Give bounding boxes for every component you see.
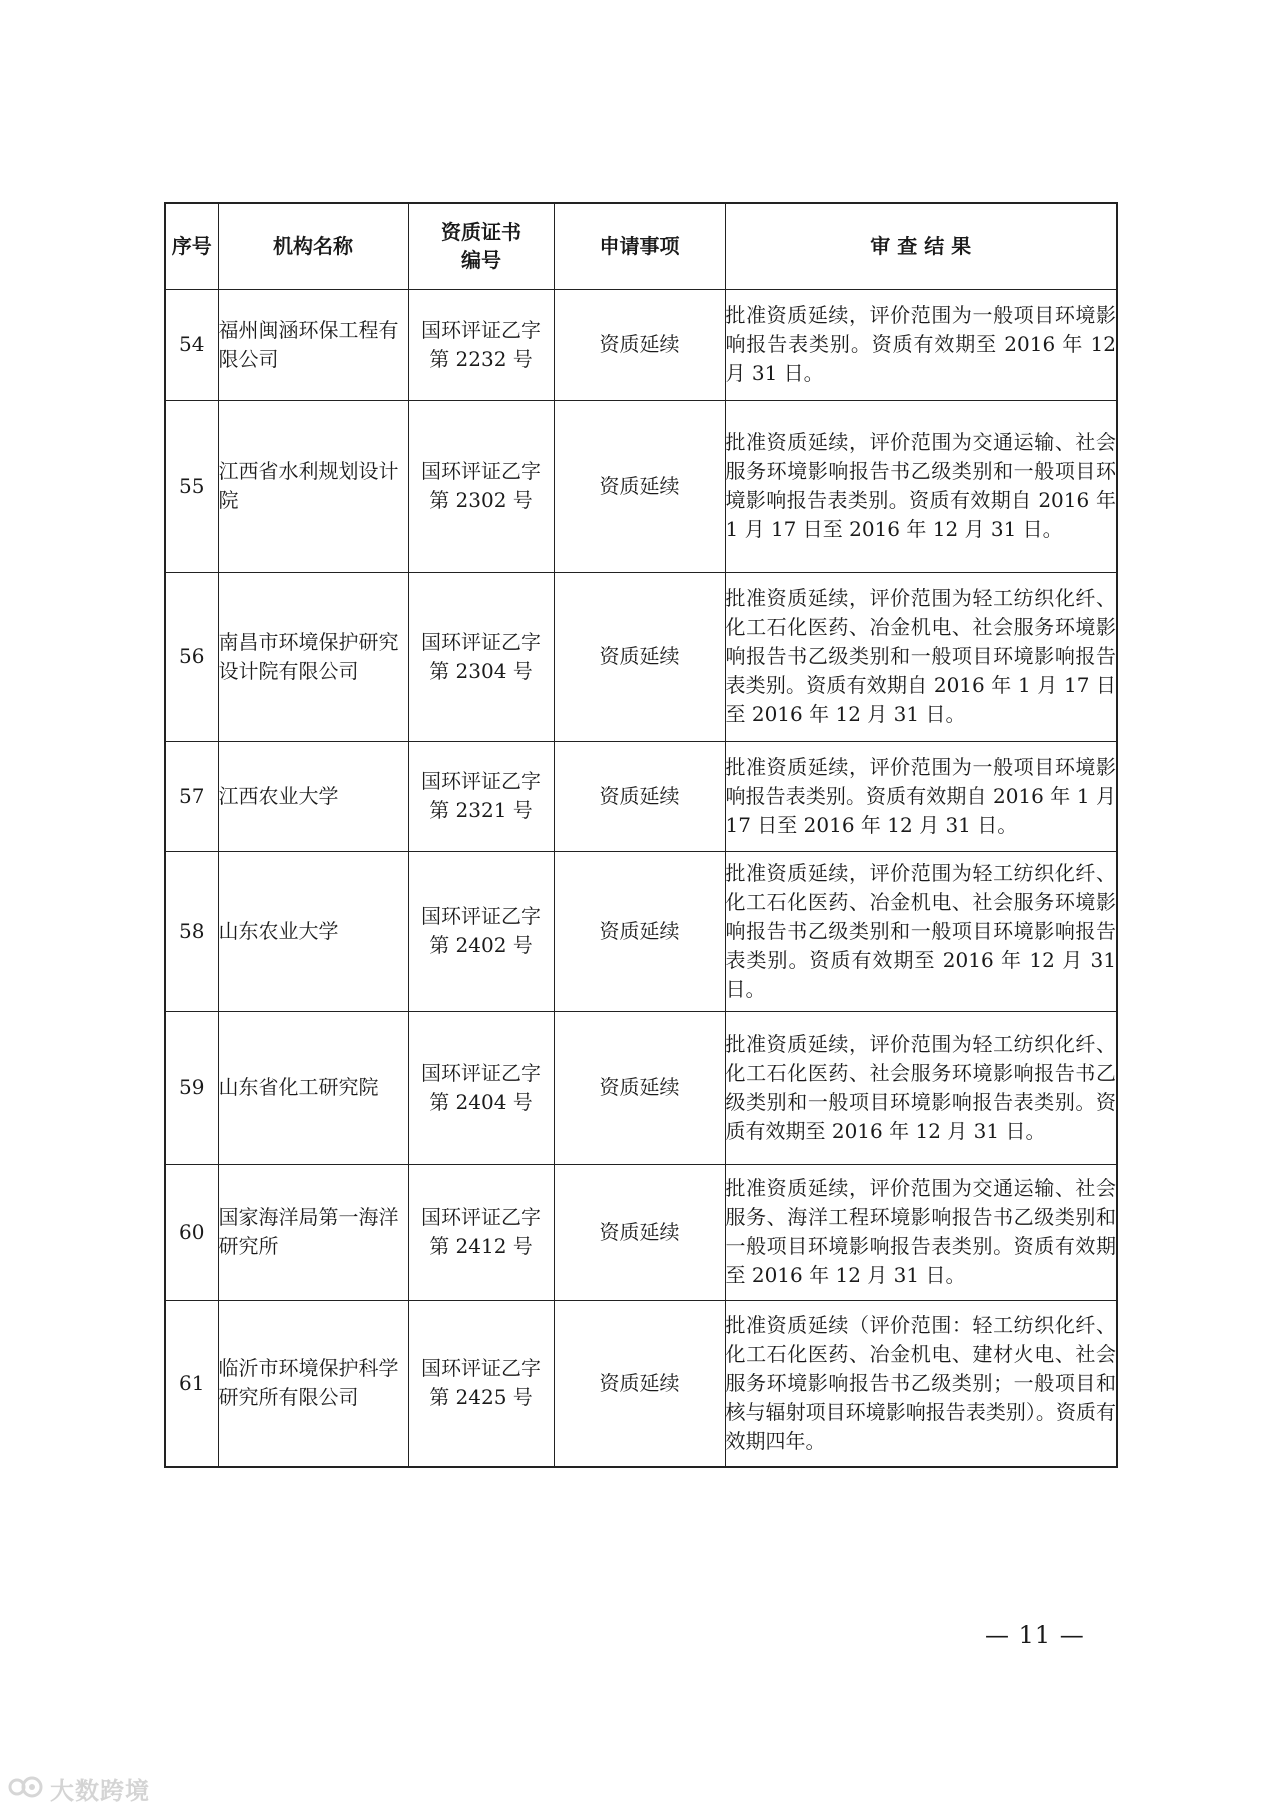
row-result: 批准资质延续，评价范围为轻工纺织化纤、化工石化医药、冶金机电、社会服务环境影响报告书乙级类别和一般项目环境影响报告表类别。资质有效期至 2016 年 12 月 31 日。 (725, 851, 1117, 1011)
row-index: 54 (165, 289, 218, 400)
row-item: 资质延续 (554, 1011, 725, 1164)
row-name: 江西农业大学 (218, 741, 408, 851)
table-row (165, 572, 1117, 741)
row-item: 资质延续 (554, 851, 725, 1011)
table-row (165, 1164, 1117, 1300)
row-cert-line2: 第 2404 号 (429, 1089, 533, 1114)
row-item: 资质延续 (554, 741, 725, 851)
table-row (165, 1011, 1117, 1164)
row-result: 批准资质延续，评价范围为交通运输、社会服务环境影响报告书乙级类别和一般项目环境影响报告表类别。资质有效期自 2016 年 1 月 17 日至 2016 年 12 月 31 日。 (725, 400, 1117, 572)
row-cert (408, 1011, 554, 1164)
table-header-row (165, 203, 1117, 289)
row-cert-line1: 国环评证乙字 (421, 1060, 541, 1085)
table-row (165, 741, 1117, 851)
header-item: 申请事项 (554, 203, 725, 289)
table-row (165, 289, 1117, 400)
row-cert (408, 400, 554, 572)
header-cert-line2: 编号 (461, 248, 501, 273)
row-result: 批准资质延续，评价范围为一般项目环境影响报告表类别。资质有效期自 2016 年 1 月 17 日至 2016 年 12 月 31 日。 (725, 741, 1117, 851)
header-index: 序号 (165, 203, 218, 289)
row-result: 批准资质延续，评价范围为轻工纺织化纤、化工石化医药、冶金机电、社会服务环境影响报告书乙级类别和一般项目环境影响报告表类别。资质有效期自 2016 年 1 月 17 日至 2016 年 12 月 31 日。 (725, 572, 1117, 741)
row-name: 山东农业大学 (218, 851, 408, 1011)
row-cert (408, 741, 554, 851)
row-cert-line2: 第 2321 号 (429, 798, 533, 822)
row-cert-line1: 国环评证乙字 (421, 769, 541, 793)
row-cert-line1: 国环评证乙字 (421, 629, 541, 654)
row-index: 61 (165, 1300, 218, 1467)
table-row (165, 400, 1117, 572)
table-row (165, 851, 1117, 1011)
approval-table (164, 202, 1118, 1468)
row-cert-line2: 第 2302 号 (429, 488, 533, 512)
row-item: 资质延续 (554, 1164, 725, 1300)
row-cert-line1: 国环评证乙字 (421, 1205, 541, 1229)
row-cert-line2: 第 2402 号 (429, 933, 533, 957)
header-cert (408, 203, 554, 289)
row-item: 资质延续 (554, 572, 725, 741)
header-result: 审 查 结 果 (725, 203, 1117, 289)
row-name: 国家海洋局第一海洋研究所 (218, 1164, 408, 1300)
row-cert (408, 289, 554, 400)
watermark-text: 大数跨境 (50, 1777, 150, 1805)
row-cert-line1: 国环评证乙字 (421, 459, 541, 483)
row-name: 临沂市环境保护科学研究所有限公司 (218, 1300, 408, 1467)
row-cert-line2: 第 2304 号 (429, 658, 533, 683)
row-item: 资质延续 (554, 289, 725, 400)
row-cert (408, 572, 554, 741)
row-name: 南昌市环境保护研究设计院有限公司 (218, 572, 408, 741)
row-result: 批准资质延续，评价范围为轻工纺织化纤、化工石化医药、社会服务环境影响报告书乙级类别和一般项目环境影响报告表类别。资质有效期至 2016 年 12 月 31 日。 (725, 1011, 1117, 1164)
row-index: 58 (165, 851, 218, 1011)
row-cert-line2: 第 2425 号 (429, 1385, 533, 1410)
row-item: 资质延续 (554, 1300, 725, 1467)
row-cert-line1: 国环评证乙字 (421, 904, 541, 928)
row-index: 55 (165, 400, 218, 572)
row-name: 山东省化工研究院 (218, 1011, 408, 1164)
row-name: 福州闽涵环保工程有限公司 (218, 289, 408, 400)
row-index: 57 (165, 741, 218, 851)
row-item: 资质延续 (554, 400, 725, 572)
row-cert (408, 1164, 554, 1300)
header-name: 机构名称 (218, 203, 408, 289)
row-cert-line2: 第 2412 号 (429, 1234, 533, 1258)
row-cert (408, 1300, 554, 1467)
row-result: 批准资质延续，评价范围为交通运输、社会服务、海洋工程环境影响报告书乙级类别和一般项目环境影响报告表类别。资质有效期至 2016 年 12 月 31 日。 (725, 1164, 1117, 1300)
row-cert-line1: 国环评证乙字 (421, 1356, 541, 1381)
header-cert-line1: 资质证书 (441, 220, 521, 245)
page-number: — 11 — (985, 1621, 1085, 1649)
row-cert-line1: 国环评证乙字 (421, 317, 541, 342)
row-index: 56 (165, 572, 218, 741)
table-row (165, 1300, 1117, 1467)
watermark (8, 1771, 150, 1806)
row-cert-line2: 第 2232 号 (429, 346, 533, 371)
row-index: 59 (165, 1011, 218, 1164)
watermark-logo-icon (8, 1772, 44, 1806)
row-result: 批准资质延续，评价范围为一般项目环境影响报告表类别。资质有效期至 2016 年 12 月 31 日。 (725, 289, 1117, 400)
row-index: 60 (165, 1164, 218, 1300)
row-name: 江西省水利规划设计院 (218, 400, 408, 572)
row-cert (408, 851, 554, 1011)
row-result: 批准资质延续（评价范围：轻工纺织化纤、化工石化医药、冶金机电、建材火电、社会服务环境影响报告书乙级类别；一般项目和核与辐射项目环境影响报告表类别）。资质有效期四年。 (725, 1300, 1117, 1467)
